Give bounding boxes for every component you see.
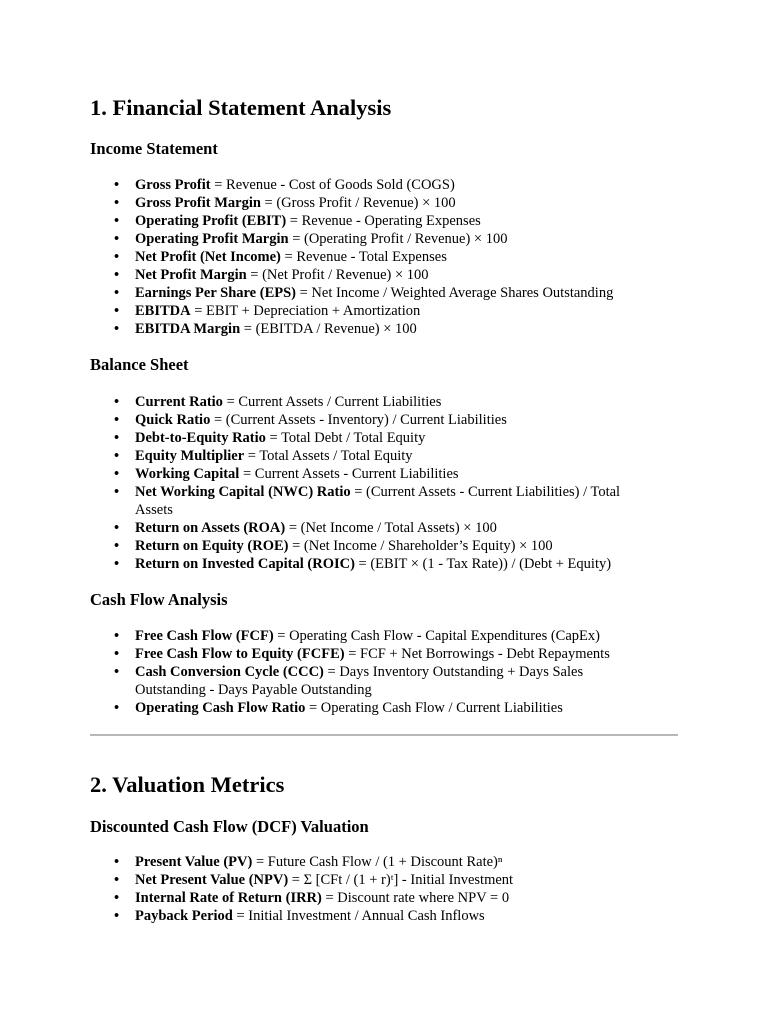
list-item <box>135 248 723 266</box>
formula: = (Gross Profit / Revenue) × 100 <box>260 195 456 211</box>
list-item <box>135 699 723 717</box>
term: Free Cash Flow (FCF) <box>135 628 274 644</box>
formula: = Current Assets - Current Liabilities <box>239 466 459 482</box>
term: Quick Ratio <box>135 412 211 428</box>
list-item <box>135 871 723 889</box>
list-item <box>135 194 723 212</box>
income-statement-list <box>90 176 723 338</box>
list-item <box>135 176 723 194</box>
term: Return on Assets (ROA) <box>135 520 286 536</box>
list-item <box>135 429 723 447</box>
list-item <box>135 284 723 302</box>
list-item <box>135 519 723 537</box>
formula: = Revenue - Cost of Goods Sold (COGS) <box>210 177 455 193</box>
list-item <box>135 411 723 429</box>
formula: = Revenue - Operating Expenses <box>286 213 481 229</box>
formula: = Total Assets / Total Equity <box>244 448 413 464</box>
term: Gross Profit <box>135 177 211 193</box>
list-item <box>135 627 723 645</box>
list-item <box>135 889 723 907</box>
formula: = Total Debt / Total Equity <box>265 430 426 446</box>
heading-cash-flow-analysis: Cash Flow Analysis <box>90 590 228 609</box>
term: Present Value (PV) <box>135 854 253 870</box>
list-item <box>135 663 635 699</box>
list-item <box>135 853 723 871</box>
formula: = (Net Income / Total Assets) × 100 <box>285 520 497 536</box>
list-item <box>135 483 635 519</box>
heading-income-statement: Income Statement <box>90 139 218 158</box>
formula: = FCF + Net Borrowings - Debt Repayments <box>344 646 610 662</box>
formula: = Operating Cash Flow - Capital Expenditures (CapEx) <box>273 628 600 644</box>
term: Payback Period <box>135 908 233 924</box>
term: Net Profit (Net Income) <box>135 249 281 265</box>
term: Operating Cash Flow Ratio <box>135 700 306 716</box>
term: Internal Rate of Return (IRR) <box>135 890 322 906</box>
list-item <box>135 465 723 483</box>
formula: = (Net Income / Shareholder’s Equity) × 100 <box>288 538 553 554</box>
term: EBITDA Margin <box>135 321 241 337</box>
list-item <box>135 230 723 248</box>
balance-sheet-list <box>90 393 723 573</box>
term: Earnings Per Share (EPS) <box>135 285 296 301</box>
term: Operating Profit (EBIT) <box>135 213 287 229</box>
term: Operating Profit Margin <box>135 231 289 247</box>
term: Net Working Capital (NWC) Ratio <box>135 484 351 500</box>
list-item <box>135 266 723 284</box>
formula: = Net Income / Weighted Average Shares Outstanding <box>296 285 614 301</box>
formula: = (Net Profit / Revenue) × 100 <box>246 267 429 283</box>
formula: = (EBIT × (1 - Tax Rate)) / (Debt + Equity) <box>354 556 612 572</box>
heading-balance-sheet: Balance Sheet <box>90 355 189 374</box>
list-item <box>135 393 723 411</box>
term: Working Capital <box>135 466 240 482</box>
list-item <box>135 447 723 465</box>
formula: = Initial Investment / Annual Cash Inflows <box>232 908 485 924</box>
section-title-financial-statement-analysis: 1. Financial Statement Analysis <box>90 95 392 120</box>
dcf-list <box>90 853 723 925</box>
formula: = (EBITDA / Revenue) × 100 <box>240 321 417 337</box>
term: Return on Equity (ROE) <box>135 538 289 554</box>
term: Cash Conversion Cycle (CCC) <box>135 664 324 680</box>
formula: = Days Inventory Outstanding + Days Sales Outstanding - Days Payable Outstanding <box>135 664 584 698</box>
list-item <box>135 907 723 925</box>
term: Free Cash Flow to Equity (FCFE) <box>135 646 345 662</box>
term: Equity Multiplier <box>135 448 245 464</box>
formula: = Revenue - Total Expenses <box>280 249 447 265</box>
term: Net Present Value (NPV) <box>135 872 289 888</box>
formula: = Future Cash Flow / (1 + Discount Rate)ⁿ <box>252 854 503 870</box>
term: Net Profit Margin <box>135 267 247 283</box>
section-title-valuation-metrics: 2. Valuation Metrics <box>90 772 285 797</box>
cash-flow-list <box>90 627 723 717</box>
term: Gross Profit Margin <box>135 195 261 211</box>
formula: = (Current Assets - Current Liabilities) / Total Assets <box>135 484 621 518</box>
formula: = Σ [CFt / (1 + r)ᵗ] - Initial Investment <box>288 872 514 888</box>
list-item <box>135 555 723 573</box>
formula: = (Current Assets - Inventory) / Current Liabilities <box>210 412 507 428</box>
list-item <box>135 320 723 338</box>
formula: = (Operating Profit / Revenue) × 100 <box>288 231 508 247</box>
formula: = Operating Cash Flow / Current Liabilities <box>305 700 563 716</box>
formula: = Current Assets / Current Liabilities <box>222 394 442 410</box>
term: EBITDA <box>135 303 191 319</box>
list-item <box>135 537 723 555</box>
term: Debt-to-Equity Ratio <box>135 430 266 446</box>
section-divider <box>90 734 678 736</box>
term: Return on Invested Capital (ROIC) <box>135 556 355 572</box>
list-item <box>135 645 723 663</box>
formula: = EBIT + Depreciation + Amortization <box>190 303 421 319</box>
list-item <box>135 212 723 230</box>
heading-dcf-valuation: Discounted Cash Flow (DCF) Valuation <box>90 817 369 836</box>
formula: = Discount rate where NPV = 0 <box>321 890 510 906</box>
list-item <box>135 302 723 320</box>
term: Current Ratio <box>135 394 223 410</box>
